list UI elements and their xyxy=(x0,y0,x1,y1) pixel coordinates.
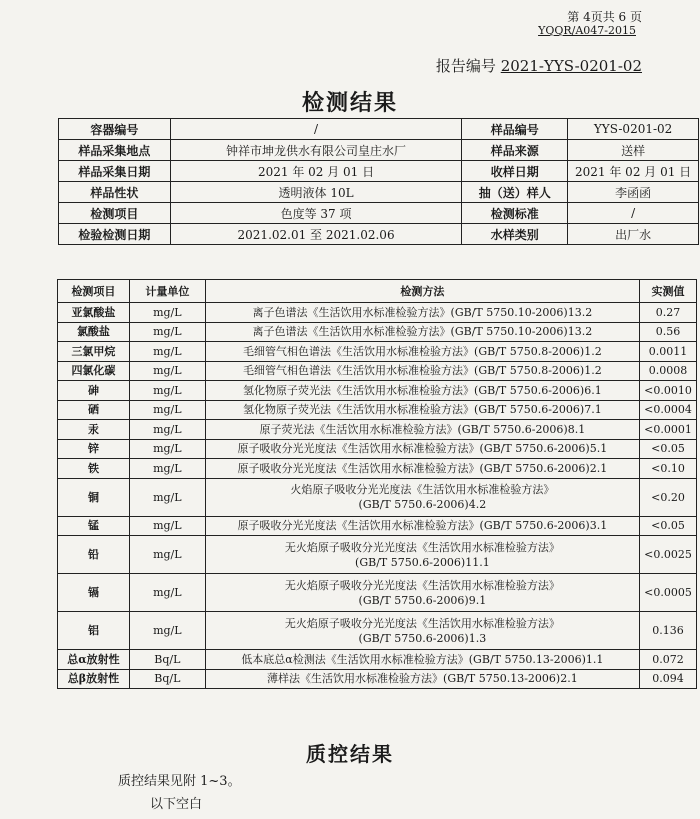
cell-unit: mg/L xyxy=(129,322,205,342)
cell-unit: mg/L xyxy=(129,361,205,381)
method-line: 氢化物原子荧光法《生活饮用水标准检验方法》(GB/T 5750.6-2006)7.1 xyxy=(243,403,602,417)
cell-method xyxy=(205,322,639,342)
cell-unit: mg/L xyxy=(129,516,205,536)
cell-item: 锰 xyxy=(58,516,130,536)
cell-value: <0.05 xyxy=(639,439,696,459)
cell-item: 三氯甲烷 xyxy=(58,342,130,362)
header-item: 检测项目 xyxy=(58,280,130,303)
report-number-value: 2021-YYS-0201-02 xyxy=(500,57,642,75)
method-line: 无火焰原子吸收分光光度法《生活饮用水标准检验方法》 xyxy=(284,578,560,592)
table-row xyxy=(58,361,697,381)
table-row xyxy=(58,439,697,459)
method-line: 无火焰原子吸收分光光度法《生活饮用水标准检验方法》 xyxy=(284,540,560,554)
location-label: 样品采集地点 xyxy=(59,140,171,161)
qc-text: 质控结果见附 1~3。 xyxy=(118,774,241,789)
cell-unit: mg/L xyxy=(129,536,205,574)
cell-unit: mg/L xyxy=(129,574,205,612)
cell-value: 0.27 xyxy=(639,303,696,323)
period-label: 检验检测日期 xyxy=(59,224,171,245)
page-title: 检测结果 xyxy=(301,90,398,116)
items-value: 色度等 37 项 xyxy=(170,203,462,224)
table-row xyxy=(58,536,697,574)
cell-method xyxy=(205,381,639,401)
header-value: 实测值 xyxy=(639,280,696,303)
cell-method xyxy=(205,420,639,440)
method-line: 原子吸收分光光度法《生活饮用水标准检验方法》(GB/T 5750.6-2006)2.1 xyxy=(237,461,608,475)
table-row xyxy=(58,400,697,420)
method-line: 原子荧光法《生活饮用水标准检验方法》(GB/T 5750.6-2006)8.1 xyxy=(259,422,586,436)
info-row xyxy=(59,203,699,224)
method-line: 离子色谱法《生活饮用水标准检验方法》(GB/T 5750.10-2006)13.2 xyxy=(252,305,593,319)
results-table xyxy=(57,279,697,689)
report-number-label: 报告编号 xyxy=(435,57,496,75)
method-line: 无火焰原子吸收分光光度法《生活饮用水标准检验方法》 xyxy=(284,616,560,630)
cell-value: <0.05 xyxy=(639,516,696,536)
info-row xyxy=(59,140,699,161)
method-line: 火焰原子吸收分光光度法《生活饮用水标准检验方法》 xyxy=(290,483,555,496)
method-line: 原子吸收分光光度法《生活饮用水标准检验方法》(GB/T 5750.6-2006)3.1 xyxy=(237,519,608,533)
cell-method xyxy=(205,612,639,650)
sender-value: 李函函 xyxy=(568,182,699,203)
cell-value: <0.10 xyxy=(639,459,696,479)
cell-unit: mg/L xyxy=(129,612,205,650)
sample-no-value: YYS-0201-02 xyxy=(568,119,699,140)
sender-label: 抽（送）样人 xyxy=(462,182,568,203)
method-line: 毛细管气相色谱法《生活饮用水标准检验方法》(GB/T 5750.8-2006)1.2 xyxy=(243,344,602,358)
method-line: 薄样法《生活饮用水标准检验方法》(GB/T 5750.13-2006)2.1 xyxy=(267,672,578,686)
cell-item: 铜 xyxy=(58,478,130,516)
cell-unit: mg/L xyxy=(129,400,205,420)
table-row xyxy=(58,342,697,362)
container-no-value: / xyxy=(170,119,462,140)
cell-value: 0.136 xyxy=(639,612,696,650)
method-line: 氢化物原子荧光法《生活饮用水标准检验方法》(GB/T 5750.6-2006)6.1 xyxy=(243,383,602,397)
table-row xyxy=(58,322,697,342)
cell-unit: mg/L xyxy=(129,420,205,440)
cell-unit: mg/L xyxy=(129,459,205,479)
info-row xyxy=(59,182,699,203)
cell-item: 铅 xyxy=(58,536,130,574)
source-value: 送样 xyxy=(568,140,699,161)
cell-method xyxy=(205,650,639,670)
standard-label: 检测标准 xyxy=(462,203,568,224)
method-line: 毛细管气相色谱法《生活饮用水标准检验方法》(GB/T 5750.8-2006)1.2 xyxy=(243,364,602,378)
cell-value: 0.0011 xyxy=(639,342,696,362)
cell-item: 总β放射性 xyxy=(58,669,130,689)
blank-note: 以下空白 xyxy=(150,797,203,812)
document-code: YQQR/A047-2015 xyxy=(538,24,636,37)
table-row xyxy=(58,574,697,612)
table-row xyxy=(58,381,697,401)
cell-unit: mg/L xyxy=(129,342,205,362)
period-value: 2021.02.01 至 2021.02.06 xyxy=(170,224,462,245)
receive-date-value: 2021 年 02 月 01 日 xyxy=(568,161,699,182)
water-type-value: 出厂水 xyxy=(568,224,699,245)
cell-method xyxy=(205,303,639,323)
sample-info-table xyxy=(58,118,699,245)
info-row xyxy=(59,119,699,140)
table-row xyxy=(58,303,697,323)
cell-value: <0.0001 xyxy=(639,420,696,440)
cell-item: 镉 xyxy=(58,574,130,612)
method-line: (GB/T 5750.6-2006)11.1 xyxy=(355,555,490,569)
nature-label: 样品性状 xyxy=(59,182,171,203)
method-line: 原子吸收分光光度法《生活饮用水标准检验方法》(GB/T 5750.6-2006)5.1 xyxy=(237,442,608,456)
sample-no-label: 样品编号 xyxy=(462,119,568,140)
cell-item: 亚氯酸盐 xyxy=(58,303,130,323)
cell-unit: Bq/L xyxy=(129,669,205,689)
info-row xyxy=(59,224,699,245)
table-row xyxy=(58,612,697,650)
cell-value: <0.0010 xyxy=(639,381,696,401)
method-line: (GB/T 5750.6-2006)4.2 xyxy=(358,498,487,511)
cell-method xyxy=(205,361,639,381)
cell-method xyxy=(205,574,639,612)
container-no-label: 容器编号 xyxy=(59,119,171,140)
cell-method xyxy=(205,478,639,516)
cell-unit: mg/L xyxy=(129,439,205,459)
cell-method xyxy=(205,536,639,574)
header-unit: 计量单位 xyxy=(129,280,205,303)
cell-item: 总α放射性 xyxy=(58,650,130,670)
results-body xyxy=(58,303,697,689)
table-row xyxy=(58,459,697,479)
cell-unit: mg/L xyxy=(129,381,205,401)
cell-value: <0.20 xyxy=(639,478,696,516)
cell-value: <0.0025 xyxy=(639,536,696,574)
cell-value: 0.0008 xyxy=(639,361,696,381)
cell-method xyxy=(205,439,639,459)
items-label: 检测项目 xyxy=(59,203,171,224)
cell-item: 铁 xyxy=(58,459,130,479)
cell-value: 0.56 xyxy=(639,322,696,342)
location-value: 钟祥市坤龙供水有限公司皇庄水厂 xyxy=(170,140,462,161)
cell-item: 汞 xyxy=(58,420,130,440)
method-line: (GB/T 5750.6-2006)1.3 xyxy=(358,631,487,645)
method-line: 低本底总α检测法《生活饮用水标准检验方法》(GB/T 5750.13-2006)1.1 xyxy=(241,652,604,666)
table-row xyxy=(58,478,697,516)
cell-item: 锌 xyxy=(58,439,130,459)
table-row xyxy=(58,420,697,440)
page-number: 第 4页共 6 页 xyxy=(567,10,642,24)
cell-item: 铝 xyxy=(58,612,130,650)
collect-date-label: 样品采集日期 xyxy=(59,161,171,182)
source-label: 样品来源 xyxy=(462,140,568,161)
receive-date-label: 收样日期 xyxy=(462,161,568,182)
qc-title: 质控结果 xyxy=(306,742,394,766)
water-type-label: 水样类别 xyxy=(462,224,568,245)
cell-unit: Bq/L xyxy=(129,650,205,670)
cell-method xyxy=(205,400,639,420)
cell-value: 0.072 xyxy=(639,650,696,670)
nature-value: 透明液体 10L xyxy=(170,182,462,203)
info-row xyxy=(59,161,699,182)
cell-method xyxy=(205,516,639,536)
cell-item: 氯酸盐 xyxy=(58,322,130,342)
method-line: (GB/T 5750.6-2006)9.1 xyxy=(358,593,487,607)
standard-value: / xyxy=(568,203,699,224)
cell-method xyxy=(205,669,639,689)
cell-unit: mg/L xyxy=(129,478,205,516)
cell-value: 0.094 xyxy=(639,669,696,689)
results-header-row xyxy=(58,280,697,303)
cell-item: 四氯化碳 xyxy=(58,361,130,381)
table-row xyxy=(58,669,697,689)
header-method: 检测方法 xyxy=(205,280,639,303)
cell-method xyxy=(205,342,639,362)
report-number xyxy=(436,55,642,76)
method-line: 离子色谱法《生活饮用水标准检验方法》(GB/T 5750.10-2006)13.2 xyxy=(252,325,593,339)
table-row xyxy=(58,516,697,536)
collect-date-value: 2021 年 02 月 01 日 xyxy=(170,161,462,182)
cell-value: <0.0005 xyxy=(639,574,696,612)
cell-unit: mg/L xyxy=(129,303,205,323)
table-row xyxy=(58,650,697,670)
cell-method xyxy=(205,459,639,479)
cell-item: 砷 xyxy=(58,381,130,401)
cell-item: 硒 xyxy=(58,400,130,420)
cell-value: <0.0004 xyxy=(639,400,696,420)
